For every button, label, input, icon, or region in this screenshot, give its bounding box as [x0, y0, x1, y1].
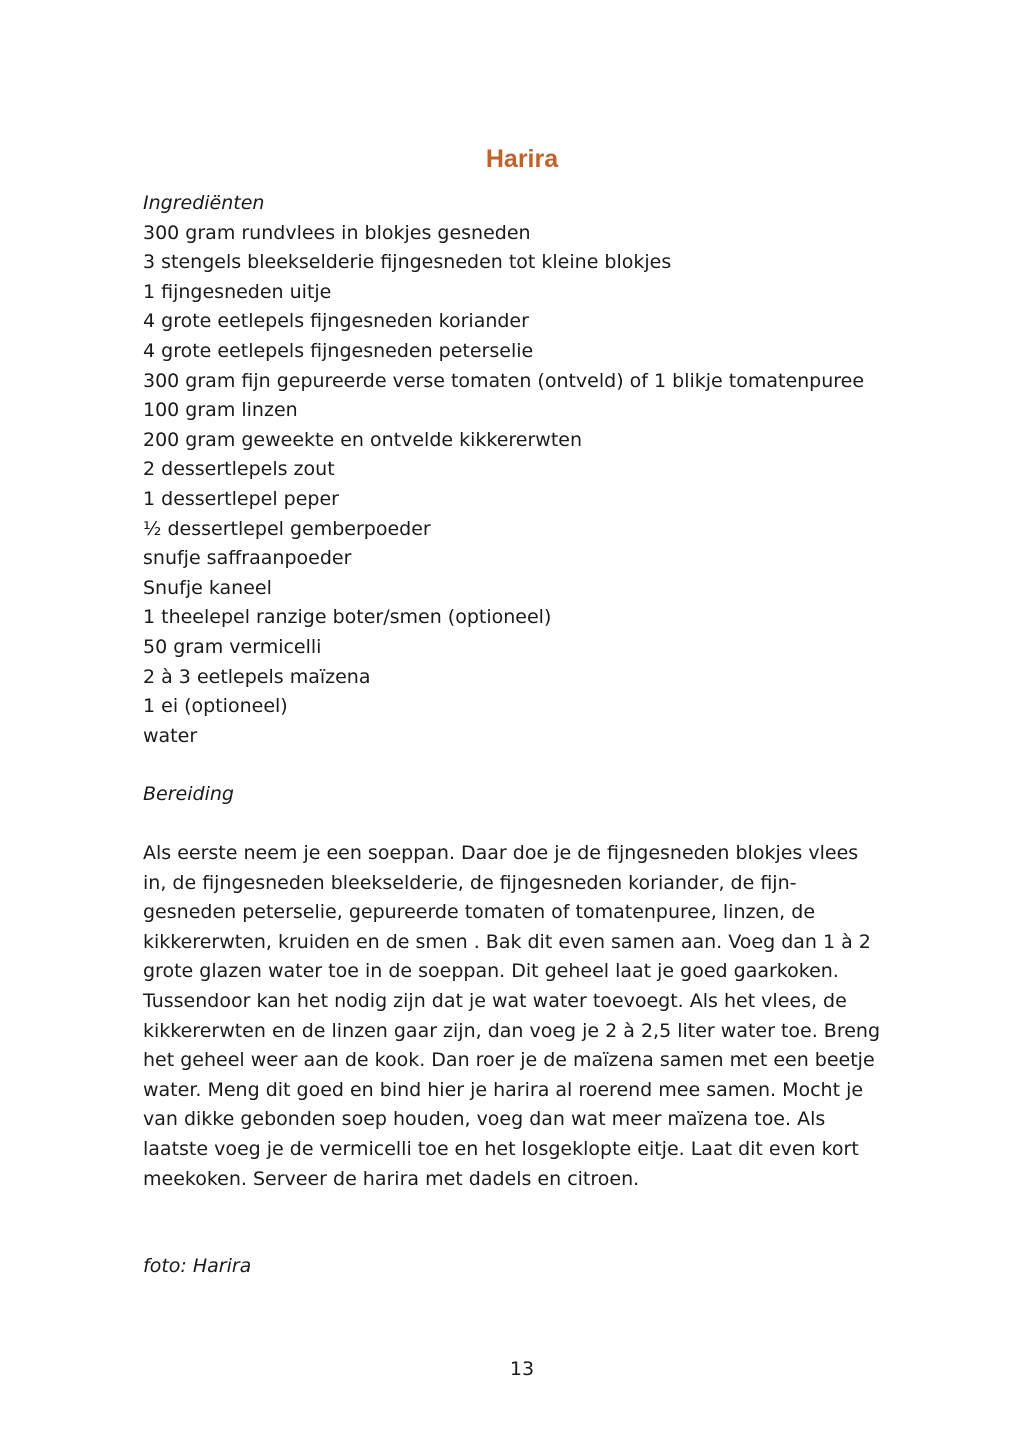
preparation-line: gesneden peterselie, gepureerde tomaten of tomatenpuree, linzen, de: [143, 901, 816, 924]
ingredients-list: [143, 219, 903, 752]
preparation-line: meekoken. Serveer de harira met dadels en citroen.: [143, 1167, 640, 1190]
preparation-line: het geheel weer aan de kook. Dan roer je de maïzena samen met een beetje: [143, 1049, 875, 1072]
preparation-line: grote glazen water toe in de soeppan. Dit geheel laat je goed gaarkoken.: [143, 960, 839, 983]
ingredient-item: 2 dessertlepels zout: [143, 458, 335, 481]
preparation-line: Als eerste neem je een soeppan. Daar doe je de fijngesneden blokjes vlees: [143, 842, 859, 864]
ingredient-item: 3 stengels bleekselderie fijngesneden tot kleine blokjes: [143, 251, 672, 274]
ingredients-section: [143, 189, 903, 751]
preparation-line: water. Meng dit goed en bind hier je harira al roerend mee samen. Mocht je: [143, 1078, 864, 1101]
preparation-text: [143, 839, 903, 1194]
preparation-line: in, de fijngesneden bleekselderie, de fijngesneden koriander, de fijn-: [143, 871, 797, 894]
preparation-paragraph: [143, 839, 903, 1194]
photo-caption: foto: Harira: [143, 1255, 252, 1277]
preparation-line: kikkererwten, kruiden en de smen . Bak dit even samen aan. Voeg dan 1 à 2: [143, 930, 871, 953]
preparation-line: laatste voeg je de vermicelli toe en het losgeklopte eitje. Laat dit even kort: [143, 1137, 859, 1160]
ingredient-item: 200 gram geweekte en ontvelde kikkererwten: [143, 428, 583, 451]
page-number: 13: [509, 1358, 535, 1380]
ingredient-item: snufje saffraanpoeder: [143, 547, 352, 570]
ingredient-item: 100 gram linzen: [143, 399, 298, 422]
ingredient-item: 1 dessertlepel peper: [143, 487, 339, 510]
ingredient-item: 4 grote eetlepels fijngesneden koriander: [143, 310, 529, 333]
preparation-heading: Bereiding: [143, 783, 234, 805]
ingredient-item: 300 gram rundvlees in blokjes gesneden: [143, 221, 531, 244]
ingredient-item: 1 theelepel ranzige boter/smen (optioneel): [143, 606, 552, 629]
ingredient-item: ½ dessertlepel gemberpoeder: [143, 517, 431, 540]
ingredient-item: 1 ei (optioneel): [143, 695, 288, 718]
ingredients-heading: Ingrediënten: [143, 192, 265, 214]
preparation-line: Tussendoor kan het nodig zijn dat je wat water toevoegt. Als het vlees, de: [143, 989, 847, 1012]
ingredient-item: Snufje kaneel: [143, 576, 272, 599]
preparation-line: van dikke gebonden soep houden, voeg dan wat meer maïzena toe. Als: [143, 1108, 826, 1131]
ingredient-item: 1 fijngesneden uitje: [143, 280, 332, 303]
ingredient-item: 300 gram fijn gepureerde verse tomaten (ontveld) of 1 blikje tomatenpuree: [143, 369, 865, 392]
ingredient-item: 2 à 3 eetlepels maïzena: [143, 665, 371, 688]
ingredient-item: 4 grote eetlepels fijngesneden peterselie: [143, 339, 534, 362]
ingredient-item: water: [143, 724, 198, 747]
ingredient-item: 50 gram vermicelli: [143, 635, 322, 658]
recipe-title: Harira: [485, 144, 559, 173]
preparation-line: kikkererwten en de linzen gaar zijn, dan voeg je 2 à 2,5 liter water toe. Breng: [143, 1019, 881, 1042]
